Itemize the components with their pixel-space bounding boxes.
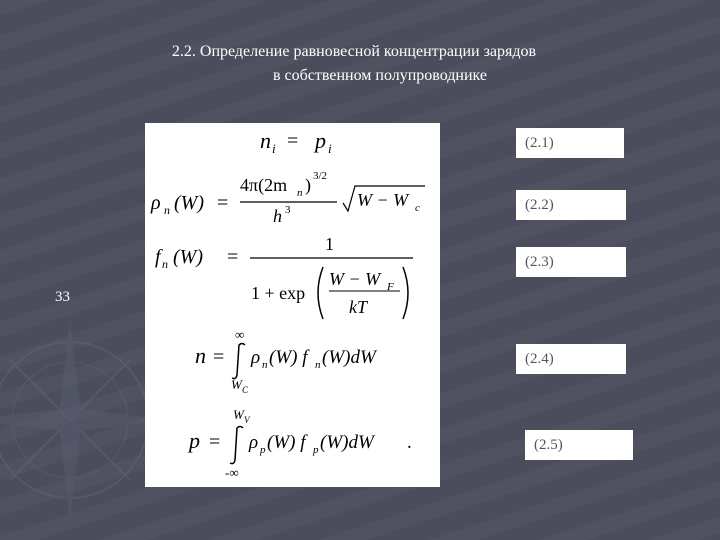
equation-label-2-4: (2.4) bbox=[516, 344, 626, 374]
f5-integrand: ρ bbox=[249, 432, 259, 453]
f5-mid-sub: p bbox=[313, 444, 319, 456]
formula-2-2 bbox=[150, 170, 425, 226]
f5-integral-sign bbox=[230, 427, 243, 464]
f2-num-sub: n bbox=[297, 187, 303, 199]
f5-eq: = bbox=[209, 431, 221, 453]
slide-title bbox=[0, 40, 720, 88]
f2-sqrt-body: W − W bbox=[357, 190, 409, 210]
f1-p-sub: i bbox=[328, 141, 332, 156]
f4-upper: ∞ bbox=[235, 327, 245, 342]
f2-den-exp: 3 bbox=[285, 204, 291, 216]
f3-f: f bbox=[155, 246, 161, 268]
f4-eq: = bbox=[213, 346, 225, 368]
f4-lower-sub: C bbox=[242, 385, 249, 395]
formula-panel bbox=[145, 123, 440, 487]
f4-n: n bbox=[195, 343, 206, 368]
formula-2-5 bbox=[187, 407, 412, 480]
formula-2-3 bbox=[155, 234, 413, 319]
f3-arg: (W) bbox=[173, 246, 203, 268]
f5-dot: . bbox=[407, 432, 412, 453]
f2-rho-sub: n bbox=[164, 203, 170, 217]
f3-f-sub: n bbox=[162, 257, 168, 271]
f5-integrand-sub: p bbox=[260, 444, 266, 456]
slide-title-line-2: в собственном полупроводнике bbox=[272, 67, 488, 84]
f2-den: h bbox=[273, 206, 282, 226]
f2-arg: (W) bbox=[174, 192, 204, 214]
f2-rho: ρ bbox=[151, 192, 161, 214]
formula-2-1 bbox=[260, 128, 332, 156]
f2-sqrt-sub: c bbox=[415, 202, 420, 214]
slide-title-line-1: 2.2. Определение равновесной концентрации зарядов bbox=[171, 43, 537, 60]
f2-eq: = bbox=[217, 192, 229, 214]
f4-mid: (W) f bbox=[269, 347, 308, 368]
f5-upper-sub: V bbox=[244, 415, 250, 425]
equation-label-2-5: (2.5) bbox=[525, 430, 633, 460]
f3-den-prefix: 1 + exp bbox=[251, 283, 306, 303]
f3-inner-num: W − W bbox=[329, 269, 381, 289]
f3-num: 1 bbox=[325, 234, 334, 254]
formula-2-4 bbox=[195, 327, 378, 395]
f5-lower: -∞ bbox=[225, 465, 239, 480]
slide-number: 33 bbox=[55, 289, 70, 305]
f5-upper: W bbox=[233, 407, 244, 422]
f4-tail: (W)dW bbox=[322, 347, 376, 368]
f3-inner-sub: F bbox=[387, 281, 394, 293]
f1-eq: = bbox=[287, 130, 299, 152]
f1-n: n bbox=[260, 128, 271, 153]
equation-label-2-2: (2.2) bbox=[516, 190, 626, 220]
f3-inner-den: kT bbox=[349, 297, 367, 317]
f4-integrand: ρ bbox=[251, 347, 261, 368]
f3-left-paren bbox=[318, 267, 323, 319]
f2-num-close: ) bbox=[305, 175, 311, 195]
f4-integral-sign bbox=[232, 344, 245, 379]
f3-right-paren bbox=[403, 267, 408, 319]
f2-exp: 3/2 bbox=[313, 170, 328, 182]
f5-p: p bbox=[189, 428, 200, 453]
f5-tail: (W)dW bbox=[320, 432, 374, 453]
f3-eq: = bbox=[227, 246, 239, 268]
equation-label-2-3: (2.3) bbox=[516, 247, 626, 277]
f4-mid-sub: n bbox=[315, 359, 321, 371]
f4-lower: W bbox=[231, 377, 242, 392]
f1-p: p bbox=[315, 128, 326, 153]
f1-n-sub: i bbox=[272, 141, 276, 156]
f4-integrand-sub: n bbox=[262, 359, 268, 371]
f5-mid: (W) f bbox=[267, 432, 306, 453]
f2-num: 4π(2m bbox=[240, 175, 288, 195]
equation-label-2-1: (2.1) bbox=[516, 128, 624, 158]
